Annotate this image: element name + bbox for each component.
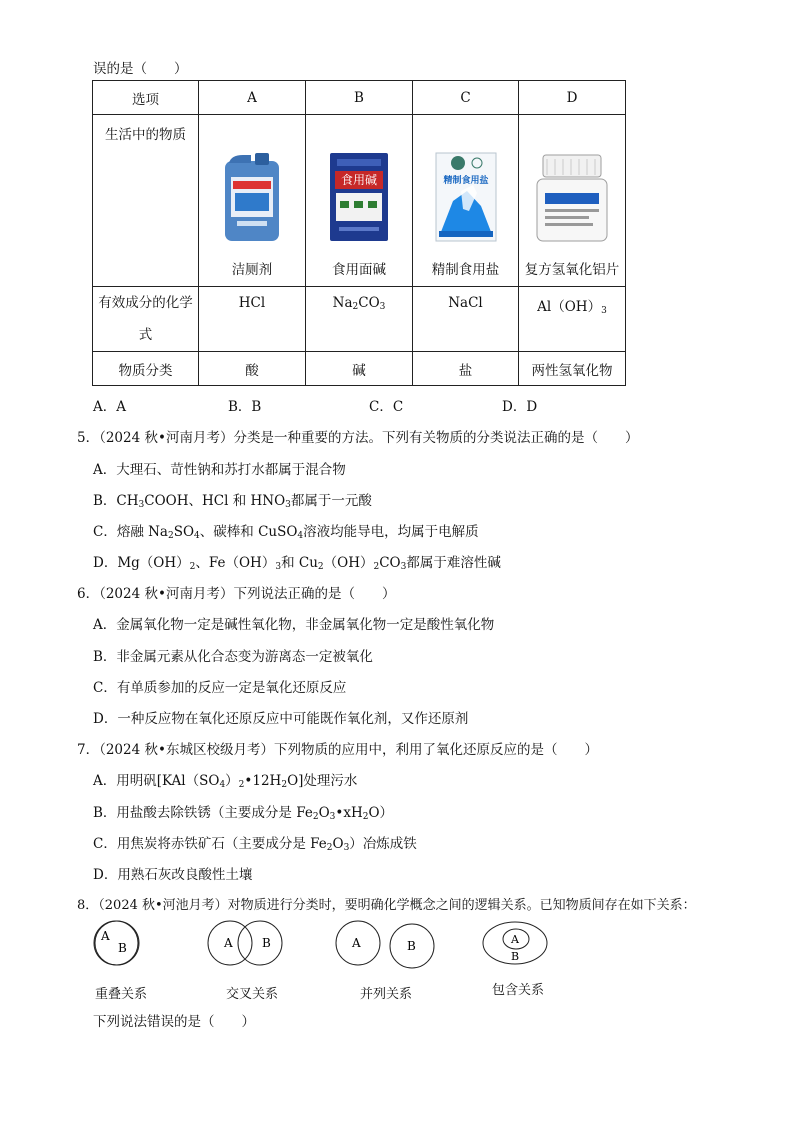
class-c: 盐 <box>413 352 519 386</box>
table-header-cell: C <box>413 81 519 115</box>
contain-diagram <box>483 922 547 964</box>
cross-caption: 交叉关系 <box>226 987 279 1002</box>
formula-b: $Na_2CO_3$ <box>306 287 413 352</box>
q6-option-b[interactable]: B．非金属元素从化合态变为游离态一定被氧化 <box>93 649 373 665</box>
q7-option-a[interactable]: A．用明矾$[KAl(SO_4)_2•12H_2O]$处理污水 <box>93 773 358 790</box>
q7-option-c[interactable]: C．用焦炭将赤铁矿石（主要成分是 $Fe_2O_3$）冶炼成铁 <box>93 836 417 853</box>
q5-option-c[interactable]: C．熔融 $Na_2SO_4$、碳棒和 CuSO$_4$溶液均能导电，均属于电解质 <box>93 524 479 541</box>
parallel-caption: 并列关系 <box>360 987 413 1002</box>
q8-tail: 下列说法错误的是（ ） <box>93 1014 255 1030</box>
toilet-cleaner-bottle-image <box>217 151 287 243</box>
parallel-label-a: A <box>352 936 361 950</box>
substance-cell-d <box>519 115 626 287</box>
parallel-diagram <box>336 921 434 968</box>
substance-name-c: 精制食用盐 <box>431 262 500 278</box>
cross-diagram <box>208 921 282 965</box>
formula-a: HCl <box>199 287 306 352</box>
q4-option-b[interactable]: B．B <box>228 399 262 415</box>
class-a: 酸 <box>199 352 306 386</box>
row-label-substance: 生活中的物质 <box>93 115 199 287</box>
substance-name-d: 复方氢氧化铝片 <box>524 262 620 278</box>
table-header-cell: D <box>519 81 626 115</box>
table-row-formulas <box>93 287 626 352</box>
edible-soda-bag-image <box>327 151 391 243</box>
contain-caption: 包含关系 <box>492 983 545 998</box>
q7-option-b[interactable]: B．用盐酸去除铁锈（主要成分是 $Fe_2O_3•xH_2O$） <box>93 805 394 822</box>
class-d: 两性氢氧化物 <box>519 352 626 386</box>
table-header-cell: B <box>306 81 413 115</box>
contain-label-a: A <box>511 933 519 946</box>
q4-option-c[interactable]: C．C <box>369 399 404 415</box>
substance-cell-a <box>199 115 306 287</box>
overlap-diagram <box>94 921 139 965</box>
table-row-classes <box>93 352 626 386</box>
q7-option-d[interactable]: D．用熟石灰改良酸性土壤 <box>93 867 253 883</box>
formula-c: NaCl <box>413 287 519 352</box>
row-label-class: 物质分类 <box>93 352 199 386</box>
table-header-cell: 选项 <box>93 81 199 115</box>
q5-option-d[interactable]: D．$Mg(OH)_2$、$Fe(OH)_3$和 $Cu_2(OH)_2CO_3$都属于难溶性碱 <box>93 555 501 572</box>
table-row-substances <box>93 115 626 287</box>
overlap-caption: 重叠关系 <box>95 987 148 1002</box>
contain-label-b: B <box>511 950 520 963</box>
q6-option-a[interactable]: A．金属氧化物一定是碱性氧化物，非金属氧化物一定是酸性氧化物 <box>93 617 495 633</box>
row-label-formula: 有效成分的化学 式 <box>93 287 199 352</box>
class-b: 碱 <box>306 352 413 386</box>
medicine-bottle-image <box>533 151 611 243</box>
substance-name-a: 洁厕剂 <box>231 262 273 278</box>
refined-salt-bag-image <box>433 151 499 243</box>
q4-option-a[interactable]: A．A <box>93 399 126 415</box>
parallel-label-b: B <box>407 939 416 953</box>
soda-bag-title: 食用碱 <box>340 173 378 187</box>
substance-cell-b <box>306 115 413 287</box>
q5-stem: 5．（2024 秋•河南月考）分类是一种重要的方法。下列有关物质的分类说法正确的是（ ） <box>77 430 639 446</box>
overlap-label-a: A <box>101 929 110 943</box>
options-table <box>92 80 626 386</box>
q6-option-d[interactable]: D．一种反应物在氧化还原反应中可能既作氧化剂，又作还原剂 <box>93 711 469 727</box>
q6-stem: 6．（2024 秋•河南月考）下列说法正确的是（ ） <box>77 586 396 602</box>
cross-label-b: B <box>262 936 271 950</box>
q7-stem: 7．（2024 秋•东城区校级月考）下列物质的应用中，利用了氧化还原反应的是（ ） <box>77 742 598 758</box>
substance-cell-c <box>413 115 519 287</box>
q4-stem-tail: 误的是（ ） <box>93 61 188 77</box>
substance-name-b: 食用面碱 <box>332 262 386 278</box>
q4-option-d[interactable]: D．D <box>502 399 538 415</box>
cross-label-a: A <box>224 936 233 950</box>
q6-option-c[interactable]: C．有单质参加的反应一定是氧化还原反应 <box>93 680 347 696</box>
formula-d: $Al(OH)_3$ <box>519 287 626 352</box>
overlap-label-b: B <box>118 941 127 955</box>
table-header-row <box>93 81 626 115</box>
q5-option-b[interactable]: B．$CH_3COOH$、HCl 和 $HNO_3$都属于一元酸 <box>93 493 372 510</box>
q8-stem: 8．（2024 秋•河池月考）对物质进行分类时，要明确化学概念之间的逻辑关系。已知物质间存在如下关系： <box>77 898 696 913</box>
q5-option-a[interactable]: A．大理石、苛性钠和苏打水都属于混合物 <box>93 462 346 478</box>
salt-bag-title: 精制食用盐 <box>442 176 489 186</box>
table-header-cell: A <box>199 81 306 115</box>
